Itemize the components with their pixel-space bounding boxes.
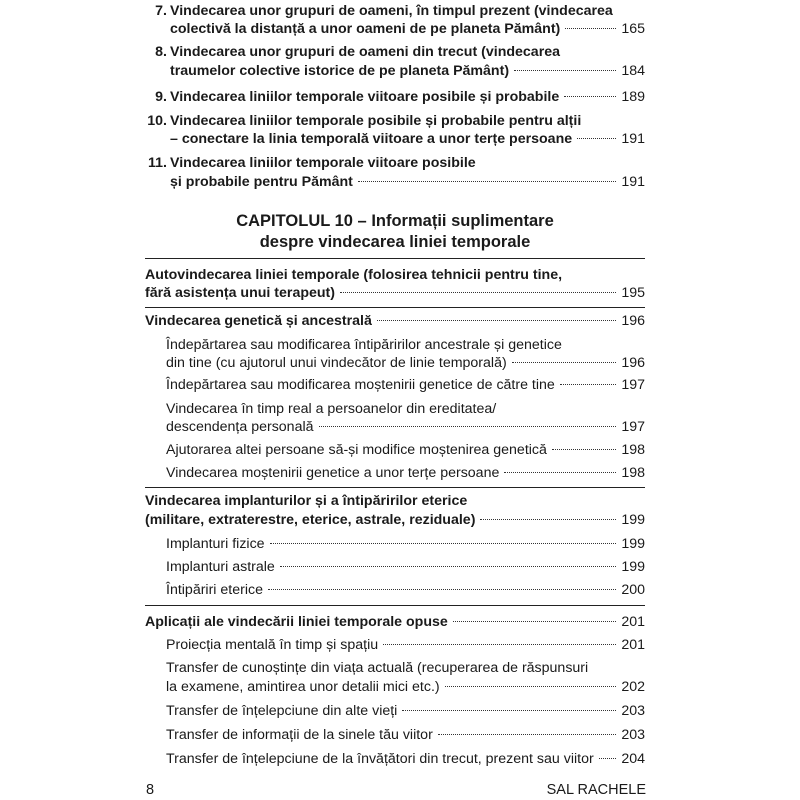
section-title: Vindecarea implanturilor și a întipăririlor eterice (145, 493, 468, 509)
dot-leader (340, 292, 616, 293)
subentry-text: Transfer de cunoștințe din viața actuală (recuperarea de răspunsuri (166, 660, 589, 676)
dot-leader (377, 320, 616, 321)
subentry-text: Implanturi fizice (166, 536, 265, 552)
toc-subentry[interactable] (166, 353, 645, 373)
toc-entry-text: Vindecarea liniilor temporale viitoare posibile (170, 155, 476, 171)
toc-entry[interactable] (145, 311, 645, 331)
dot-leader (480, 519, 616, 520)
toc-subentry[interactable] (166, 701, 645, 721)
toc-entry[interactable] (170, 19, 645, 39)
toc-subentry[interactable] (166, 463, 645, 483)
subentry-text: Transfer de informații de la sinele tău viitor (166, 727, 433, 743)
dot-leader (565, 28, 616, 29)
dot-leader (445, 686, 616, 687)
toc-entry-text: Vindecarea unor grupuri de oameni din trecut (vindecarea (170, 44, 560, 60)
section-divider (145, 605, 645, 606)
page-ref: 195 (621, 285, 645, 301)
page-ref: 191 (621, 131, 645, 147)
page-ref: 198 (621, 465, 645, 481)
page-ref: 196 (621, 313, 645, 329)
subentry-text: Vindecarea în timp real a persoanelor din ereditatea/ (166, 401, 497, 417)
page-ref: 191 (621, 174, 645, 190)
subentry-text: Transfer de înțelepciune de la învățători din trecut, prezent sau viitor (166, 751, 594, 767)
page-ref: 198 (621, 442, 645, 458)
page-ref: 165 (621, 21, 645, 37)
page-ref: 197 (621, 377, 645, 393)
page-ref: 199 (621, 536, 645, 552)
toc-entry[interactable] (145, 612, 645, 632)
item-number: 8. (155, 44, 167, 60)
subentry-text: Întipăriri eterice (166, 582, 263, 598)
dot-leader (552, 449, 616, 450)
dot-leader (268, 589, 616, 590)
dot-leader (280, 566, 616, 567)
toc-entry[interactable] (145, 283, 645, 303)
toc-entry[interactable] (145, 510, 645, 530)
subentry-text: Îndepărtarea sau modificarea întipăririlor ancestrale și genetice (166, 337, 562, 353)
toc-subentry[interactable] (166, 635, 645, 655)
section-title: fără asistența unui terapeut) (145, 285, 336, 301)
dot-leader (564, 96, 616, 97)
dot-leader (453, 621, 616, 622)
toc-entry-text: Vindecarea unor grupuri de oameni, în timpul prezent (vindecarea (170, 3, 613, 19)
dot-leader (383, 644, 616, 645)
toc-entry-text: și probabile pentru Pământ (170, 174, 353, 190)
dot-leader (358, 181, 616, 182)
section-title: Aplicații ale vindecării liniei temporale opuse (145, 614, 448, 630)
toc-subentry[interactable] (166, 534, 645, 554)
subentry-text: Îndepărtarea sau modificarea moștenirii genetice de către tine (166, 377, 555, 393)
toc-subentry[interactable] (166, 375, 645, 395)
dot-leader (438, 734, 616, 735)
toc-entry[interactable] (170, 87, 645, 107)
subentry-text: Transfer de înțelepciune din alte vieți (166, 703, 398, 719)
page-ref: 203 (621, 727, 645, 743)
subentry-text: descendența personală (166, 419, 314, 435)
page-ref: 201 (621, 637, 645, 653)
footer-page-number: 8 (146, 782, 155, 798)
page-ref: 199 (621, 559, 645, 575)
subentry-text: la examene, amintirea unor detalii mici etc.) (166, 679, 440, 695)
subentry-text: din tine (cu ajutorul unui vindecător de linie temporală) (166, 355, 507, 371)
toc-entry-text: colectivă la distanță a unor oameni de pe planeta Pământ) (170, 21, 561, 37)
toc-entry[interactable] (170, 129, 645, 149)
toc-subentry[interactable] (166, 749, 645, 769)
toc-entry-text: Vindecarea liniilor temporale viitoare posibile și probabile (170, 89, 560, 105)
section-divider (145, 307, 645, 308)
section-title: Autovindecarea liniei temporale (folosirea tehnicii pentru tine, (145, 267, 563, 283)
page-ref: 201 (621, 614, 645, 630)
page-ref: 200 (621, 582, 645, 598)
chapter-title: CAPITOLUL 10 – Informații suplimentare (236, 212, 554, 230)
dot-leader (560, 384, 616, 385)
toc-subentry[interactable] (166, 417, 645, 437)
toc-subentry[interactable] (166, 677, 645, 697)
toc-subentry[interactable] (166, 580, 645, 600)
toc-subentry[interactable] (166, 557, 645, 577)
dot-leader (514, 70, 616, 71)
page-ref: 184 (621, 63, 645, 79)
page-ref: 196 (621, 355, 645, 371)
footer-author: SAL RACHELE (546, 782, 646, 798)
dot-leader (599, 758, 616, 759)
dot-leader (402, 710, 616, 711)
page-ref: 202 (621, 679, 645, 695)
subentry-text: Vindecarea moștenirii genetice a unor terțe persoane (166, 465, 500, 481)
subentry-text: Ajutorarea altei persoane să-și modifice moștenirea genetică (166, 442, 547, 458)
dot-leader (270, 543, 616, 544)
item-number: 9. (155, 89, 167, 105)
dot-leader (319, 426, 616, 427)
toc-subentry[interactable] (166, 725, 645, 745)
dot-leader (577, 138, 616, 139)
section-title: (militare, extraterestre, eterice, astrale, reziduale) (145, 512, 476, 528)
toc-entry[interactable] (170, 172, 645, 192)
subentry-text: Implanturi astrale (166, 559, 275, 575)
toc-entry[interactable] (170, 61, 645, 81)
dot-leader (504, 472, 616, 473)
toc-entry-text: Vindecarea liniilor temporale posibile și probabile pentru alții (170, 113, 582, 129)
page-ref: 197 (621, 419, 645, 435)
item-number: 7. (155, 3, 167, 19)
item-number: 10. (147, 113, 167, 129)
page-ref: 204 (621, 751, 645, 767)
page-ref: 203 (621, 703, 645, 719)
section-divider (145, 487, 645, 488)
section-title: Vindecarea genetică și ancestrală (145, 313, 372, 329)
dot-leader (512, 362, 616, 363)
page-ref: 189 (621, 89, 645, 105)
toc-entry-text: traumelor colective istorice de pe planeta Pământ) (170, 63, 510, 79)
toc-subentry[interactable] (166, 440, 645, 460)
item-number: 11. (148, 155, 167, 171)
page-ref: 199 (621, 512, 645, 528)
section-divider (145, 258, 645, 259)
chapter-subtitle: despre vindecarea liniei temporale (259, 233, 531, 251)
toc-entry-text: – conectare la linia temporală viitoare a unor terțe persoane (170, 131, 573, 147)
subentry-text: Proiecția mentală în timp și spațiu (166, 637, 379, 653)
